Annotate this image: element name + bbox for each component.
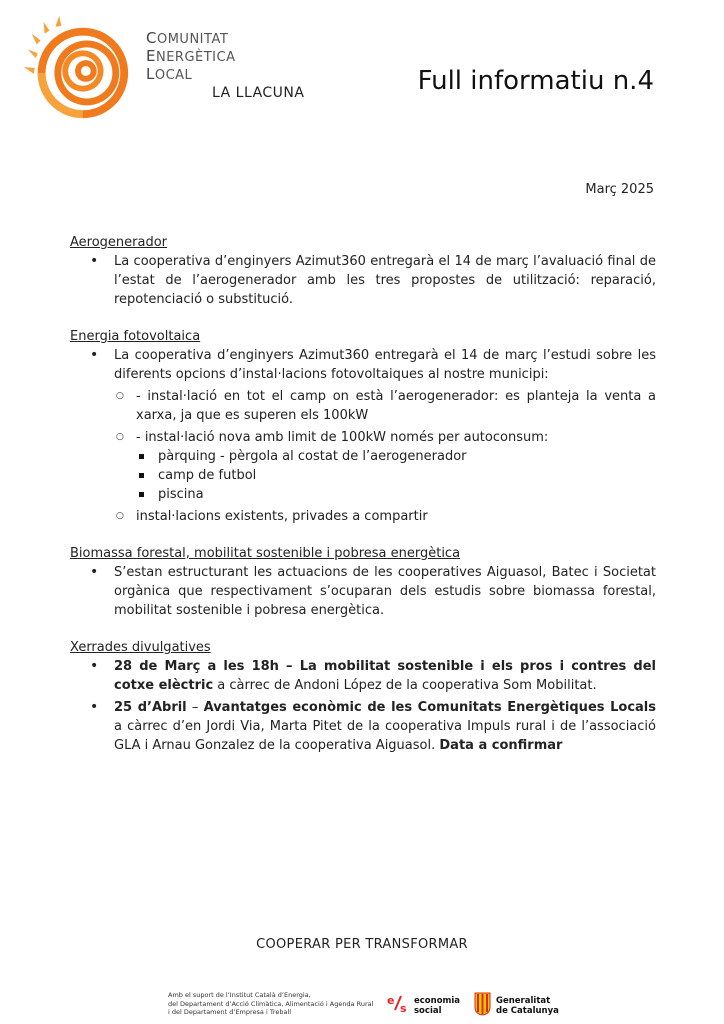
footer-support-text: [168, 991, 373, 1017]
talk-status: Data a confirmar: [439, 738, 563, 753]
talk-speaker: a càrrec d’en Jordi Via, Marta Pitet de la cooperativa Impuls rural i de l’associació GLA i Arnau Gonzalez de la cooperativa Aiguasol.: [114, 719, 656, 753]
document-date: Març 2025: [585, 182, 654, 197]
logo-village-name: LA LLACUNA: [212, 85, 305, 101]
talk-item: [70, 657, 656, 695]
svg-text:s: s: [400, 1002, 407, 1014]
talk-title: Avantatges econòmic de les Comunitats Energètiques Locals: [203, 700, 656, 715]
logo-line: economia: [414, 996, 461, 1006]
economia-social-mark-icon: [387, 992, 409, 1014]
talk-separator: –: [186, 700, 204, 715]
section-biomassa: [70, 544, 656, 620]
section-title: Biomassa forestal, mobilitat sostenible i pobresa energètica: [70, 546, 461, 561]
talk-item: [70, 698, 656, 755]
talk-speaker: a càrrec de Andoni López de la cooperativa Som Mobilitat.: [213, 678, 597, 693]
support-line: i del Departament d’Empresa i Treball: [168, 1008, 292, 1016]
sun-spiral-logo-icon: [18, 10, 136, 128]
list-item: • La cooperativa d’enginyers Azimut360 entregarà el 14 de març l’avaluació final de l’estat de l’aerogenerador amb les tres propostes de utilització: reparació, repotenciació o substitució.: [70, 252, 656, 309]
document-body: [70, 233, 656, 773]
support-line: del Departament d’Acció Climàtica, Alimentació i Agenda Rural: [168, 999, 374, 1008]
sub-sub-list-item: camp de futbol: [136, 466, 656, 485]
section-title: Xerrades divulgatives: [70, 640, 211, 655]
sub-sub-list-item: pàrquing - pèrgola al costat de l’aerogenerador: [136, 447, 656, 466]
list-item-text: La cooperativa d’enginyers Azimut360 entregarà el 14 de març l’estudi sobre les diferents opcions d’instal·lacions fotovoltaiques al nostre municipi:: [114, 348, 656, 382]
sub-sub-list-item: piscina: [136, 485, 656, 504]
logo-line: Generalitat: [496, 996, 551, 1006]
economia-social-text: [414, 996, 474, 1016]
sub-list-item: ○ - instal·lació en tot el camp on està l’aerogenerador: es planteja la venta a xarxa, ja que es superen els 100kW: [114, 387, 656, 425]
list-item: [70, 346, 656, 526]
logo-line: social: [414, 1006, 442, 1016]
talk-date: 25 d’Abril: [114, 700, 187, 715]
page-title: Full informatiu n.4: [417, 66, 654, 96]
section-title: Energia fotovoltaica: [70, 329, 201, 344]
sub-list-item: [114, 428, 656, 504]
logo-line-1: COMUNITAT: [146, 29, 229, 47]
generalitat-text: [496, 996, 576, 1016]
logo-line: de Catalunya: [496, 1006, 559, 1016]
logo-line-2: ENERGÈTICA: [146, 47, 236, 65]
section-aerogenerador: [70, 233, 656, 309]
section-fotovoltaica: [70, 327, 656, 526]
sub-list-item: ○ instal·lacions existents, privades a compartir: [114, 507, 656, 526]
footer-slogan: COOPERAR PER TRANSFORMAR: [256, 937, 468, 952]
talk-title: 28 de Març a les 18h – La mobilitat sostenible i els pros i contres del cotxe elèctric: [114, 659, 656, 693]
svg-text:e: e: [387, 994, 395, 1007]
sub-list-item-text: - instal·lació nova amb limit de 100kW només per autoconsum:: [136, 430, 549, 445]
section-xerrades: [70, 638, 656, 755]
list-item: • S’estan estructurant les actuacions de les cooperatives Aiguasol, Batec i Societat orgànica que respectivament s’ocuparan dels estudis sobre biomassa forestal, mobilitat sostenible i pobresa energètica.: [70, 563, 656, 620]
logo-wordmark: [146, 30, 236, 84]
logo-line-3: LOCAL: [146, 65, 193, 83]
generalitat-shield-icon: [474, 992, 491, 1016]
section-title: Aerogenerador: [70, 235, 168, 250]
support-line: Amb el suport de l’Institut Català d’Energia,: [168, 991, 311, 999]
